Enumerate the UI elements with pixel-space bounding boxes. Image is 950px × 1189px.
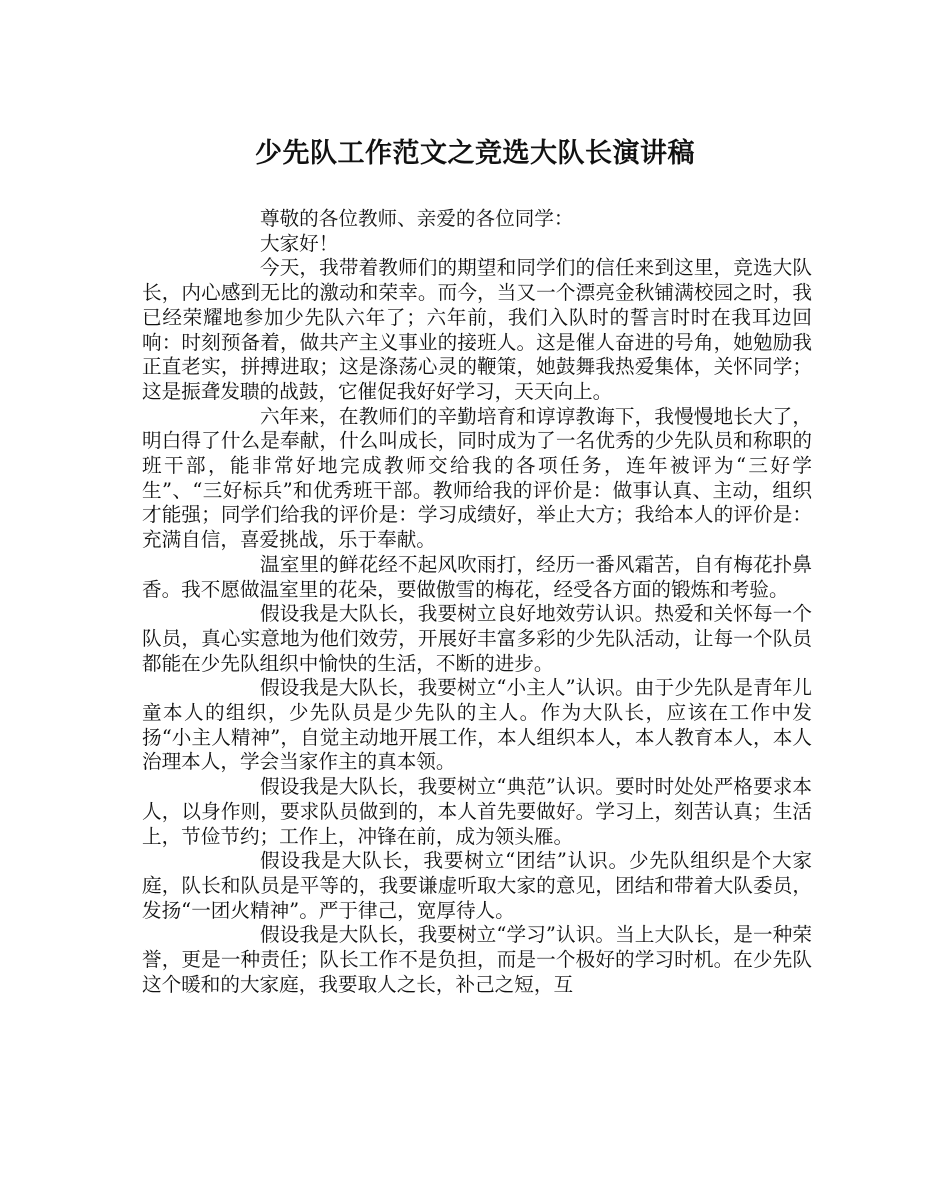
paragraph: 温室里的鲜花经不起风吹雨打，经历一番风霜苦，自有梅花扑鼻香。我不愿做温室里的花朵，要做傲雪的梅花，经受各方面的锻炼和考验。: [142, 552, 812, 601]
paragraph: 六年来，在教师们的辛勤培育和谆谆教诲下，我慢慢地长大了，明白得了什么是奉献，什么叫成长，同时成为了一名优秀的少先队员和称职的班干部，能非常好地完成教师交给我的各项任务，连年被评为“三好学生”、“三好标兵”和优秀班干部。教师给我的评价是：做事认真、主动，组织才能强；同学们给我的评价是：学习成绩好，举止大方；我给本人的评价是：充满自信，喜爱挑战，乐于奉献。: [142, 404, 812, 552]
document-title: 少先队工作范文之竞选大队长演讲稿: [255, 138, 695, 169]
paragraph: 假设我是大队长，我要树立良好地效劳认识。热爱和关怀每一个队员，真心实意地为他们效劳，开展好丰富多彩的少先队活动，让每一个队员都能在少先队组织中愉快的生活，不断的进步。: [142, 602, 812, 675]
paragraph-greeting: 尊敬的各位教师、亲爱的各位同学：: [260, 207, 574, 230]
paragraph: 今天，我带着教师们的期望和同学们的信任来到这里，竞选大队长，内心感到无比的激动和荣幸。而今，当又一个漂亮金秋铺满校园之时，我已经荣耀地参加少先队六年了；六年前，我们入队时的誓言时时在我耳边回响：时刻预备着，做共产主义事业的接班人。这是催人奋进的号角，她勉励我正直老实，拼搏进取；这是涤荡心灵的鞭策，她鼓舞我热爱集体，关怀同学；这是振聋发聩的战鼓，它催促我好好学习，天天向上。: [142, 256, 812, 403]
paragraph: 假设我是大队长，我要树立“小主人”认识。由于少先队是青年儿童本人的组织，少先队员是少先队的主人。作为大队长，应该在工作中发扬“小主人精神”，自觉主动地开展工作，本人组织本人，本人教育本人，本人治理本人，学会当家作主的真本领。: [142, 676, 812, 774]
paragraph: 假设我是大队长，我要树立“团结”认识。少先队组织是个大家庭，队长和队员是平等的，我要谦虚听取大家的意见，团结和带着大队委员，发扬“一团火精神”。严于律己，宽厚待人。: [142, 849, 812, 922]
paragraph: 假设我是大队长，我要树立“典范”认识。要时时处处严格要求本人，以身作则，要求队员做到的，本人首先要做好。学习上，刻苦认真；生活上，节俭节约；工作上，冲锋在前，成为领头雁。: [142, 775, 812, 848]
paragraph: 假设我是大队长，我要树立“学习”认识。当上大队长，是一种荣誉，更是一种责任；队长工作不是负担，而是一个极好的学习时机。在少先队这个暖和的大家庭，我要取人之长，补己之短，互: [142, 923, 812, 996]
document-body: [142, 207, 812, 998]
paragraph-hello: 大家好！: [260, 231, 339, 255]
